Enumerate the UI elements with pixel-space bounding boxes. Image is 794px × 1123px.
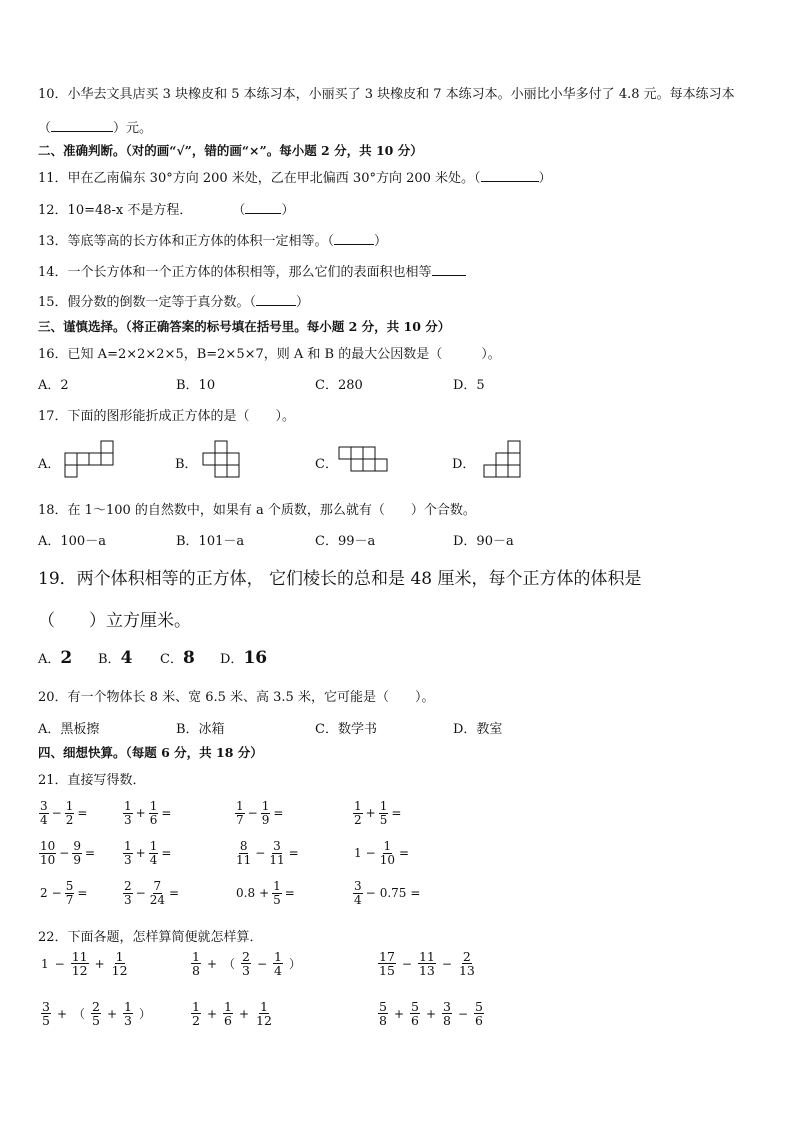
fraction bbox=[235, 800, 245, 826]
q20-option-a[interactable]: A．黑板擦 bbox=[38, 722, 100, 737]
expression-token: = bbox=[273, 806, 284, 821]
q17-option-b-net[interactable] bbox=[202, 440, 246, 480]
expression-token: − bbox=[247, 806, 258, 821]
q14-text: 14．一个长方体和一个正方体的体积相等，那么它们的表面积也相等 bbox=[38, 265, 432, 280]
question-20: 20．有一个物体长 8 米、宽 6.5 米、高 3.5 米，它可能是（ ）。 bbox=[38, 690, 435, 705]
numerator: 1 bbox=[379, 799, 388, 813]
question-13 bbox=[38, 230, 387, 249]
expression-token: = bbox=[288, 846, 299, 861]
numerator: 7 bbox=[153, 879, 162, 893]
expression-token: − bbox=[54, 956, 65, 971]
q12-text: 12．10=48-x 不是方程． bbox=[38, 203, 193, 218]
denominator: 10 bbox=[379, 852, 395, 867]
expression-token: − bbox=[441, 956, 452, 971]
q19-option-b-label: B． bbox=[98, 652, 121, 667]
q19-option-b[interactable] bbox=[98, 648, 132, 668]
numerator: 3 bbox=[443, 999, 451, 1014]
question-17: 17．下面的图形能折成正方体的是（ ）。 bbox=[38, 409, 296, 424]
fraction bbox=[458, 950, 476, 977]
numerator: 2 bbox=[92, 999, 100, 1014]
denominator: 2 bbox=[192, 1013, 200, 1029]
expression-token: 0.8 bbox=[236, 886, 256, 901]
numerator: 11 bbox=[418, 949, 435, 964]
fraction bbox=[379, 800, 389, 826]
fraction bbox=[418, 950, 436, 977]
q13-end: ） bbox=[374, 234, 388, 249]
denominator: 4 bbox=[274, 963, 282, 979]
q17-option-d-net[interactable] bbox=[483, 440, 525, 482]
denominator: 7 bbox=[236, 812, 244, 827]
fraction bbox=[41, 1000, 51, 1027]
expression-token: + bbox=[56, 1006, 68, 1021]
numerator: 1 bbox=[115, 949, 124, 964]
denominator: 9 bbox=[261, 812, 270, 827]
numerator: 1 bbox=[124, 999, 132, 1014]
denominator: 6 bbox=[149, 812, 158, 827]
q17-option-d-label[interactable]: D． bbox=[452, 457, 476, 472]
q17-option-a-net[interactable] bbox=[64, 440, 118, 480]
fraction bbox=[39, 840, 56, 866]
fraction bbox=[378, 950, 396, 977]
q19-option-a-value: 2 bbox=[60, 648, 73, 668]
numerator: 1 bbox=[124, 799, 132, 813]
numerator: 1 bbox=[192, 999, 200, 1014]
fraction bbox=[379, 840, 396, 866]
expression-token: ） bbox=[289, 957, 302, 972]
expression-token: − bbox=[135, 886, 146, 901]
expression-token: − bbox=[59, 846, 70, 861]
q21-expression bbox=[122, 880, 181, 906]
numerator: 10 bbox=[40, 839, 56, 853]
expression-token: ） bbox=[139, 1007, 152, 1022]
q19-option-b-value: 4 bbox=[120, 648, 133, 668]
fraction bbox=[65, 800, 75, 826]
fraction bbox=[241, 950, 251, 977]
numerator: 1 bbox=[192, 949, 200, 964]
denominator: 4 bbox=[149, 852, 158, 867]
q16-option-a[interactable]: A．2 bbox=[38, 378, 69, 393]
numerator: 5 bbox=[379, 999, 387, 1014]
expression-token: + bbox=[135, 846, 146, 861]
fraction bbox=[474, 1000, 484, 1027]
q19-option-d-value: 16 bbox=[243, 648, 268, 668]
q20-option-d[interactable]: D．教室 bbox=[453, 722, 503, 737]
denominator: 8 bbox=[192, 963, 200, 979]
fraction bbox=[123, 840, 133, 866]
expression-token: − bbox=[401, 956, 412, 971]
q16-option-d[interactable]: D．5 bbox=[453, 378, 485, 393]
fraction bbox=[149, 880, 166, 906]
expression-token: （ bbox=[73, 1007, 86, 1022]
q13-text: 13．等底等高的长方体和正方体的体积一定相等。（ bbox=[38, 234, 335, 249]
q12-end: ） bbox=[281, 203, 295, 218]
q19-option-d[interactable] bbox=[220, 648, 267, 668]
question-16: 16．已知 A=2×2×2×5，B=2×5×7，则 A 和 B 的最大公因数是（ ）。 bbox=[38, 347, 501, 362]
numerator: 1 bbox=[124, 839, 132, 853]
denominator: 11 bbox=[236, 852, 252, 867]
numerator: 5 bbox=[475, 999, 483, 1014]
q21-expression bbox=[122, 840, 173, 866]
denominator: 3 bbox=[124, 892, 132, 907]
q22-expression bbox=[38, 1000, 154, 1027]
q11-answer-blank[interactable] bbox=[481, 170, 539, 182]
fraction bbox=[72, 840, 82, 866]
fraction bbox=[268, 840, 285, 866]
numerator: 9 bbox=[73, 839, 81, 853]
numerator: 3 bbox=[40, 799, 48, 813]
q11-end: ） bbox=[538, 171, 552, 186]
q17-option-c-net[interactable] bbox=[338, 446, 392, 474]
fraction bbox=[255, 1000, 273, 1027]
fraction bbox=[149, 840, 159, 866]
expression-token: + bbox=[135, 806, 146, 821]
q19-option-c-value: 8 bbox=[182, 648, 195, 668]
q21-expression bbox=[38, 880, 89, 906]
denominator: 13 bbox=[458, 963, 475, 979]
expression-token: − bbox=[256, 956, 268, 971]
expression-token: = bbox=[77, 806, 88, 821]
question-19-line2: （ ）立方厘米。 bbox=[38, 611, 191, 631]
expression-token: = bbox=[161, 846, 172, 861]
expression-token: = bbox=[84, 846, 96, 861]
q17-option-a-label[interactable]: A． bbox=[38, 457, 61, 472]
expression-token: + bbox=[365, 806, 376, 821]
expression-token: = bbox=[168, 886, 180, 901]
expression-token: = bbox=[77, 886, 88, 901]
question-15 bbox=[38, 291, 309, 310]
denominator: 11 bbox=[269, 852, 285, 867]
fraction bbox=[353, 880, 363, 906]
q22-expression bbox=[375, 1000, 487, 1027]
fraction bbox=[223, 1000, 233, 1027]
denominator: 8 bbox=[443, 1013, 451, 1029]
denominator: 9 bbox=[73, 852, 81, 867]
q21-expression bbox=[38, 800, 89, 826]
q19-option-c-label: C． bbox=[160, 652, 183, 667]
numerator: 1 bbox=[65, 799, 74, 813]
expression-token: − bbox=[255, 846, 266, 861]
numerator: 5 bbox=[411, 999, 419, 1014]
q19-option-d-label: D． bbox=[220, 652, 244, 667]
q19-option-a[interactable] bbox=[38, 648, 72, 668]
q21-expression bbox=[352, 880, 422, 906]
denominator: 12 bbox=[111, 963, 128, 979]
numerator: 1 bbox=[261, 799, 270, 813]
q22-expression bbox=[375, 950, 479, 977]
fraction bbox=[191, 1000, 201, 1027]
expression-token: + bbox=[106, 1006, 118, 1021]
numerator: 8 bbox=[239, 839, 248, 853]
expression-token: − bbox=[457, 1006, 469, 1021]
q13-answer-blank[interactable] bbox=[334, 233, 374, 245]
expression-token: = bbox=[398, 846, 410, 861]
denominator: 5 bbox=[92, 1013, 100, 1029]
denominator: 3 bbox=[124, 1013, 132, 1029]
denominator: 6 bbox=[475, 1013, 483, 1029]
question-10-line2 bbox=[38, 117, 152, 136]
q18-option-c[interactable]: C．99－a bbox=[315, 534, 376, 549]
expression-token: 1 bbox=[354, 846, 362, 861]
section-3-heading: 三、谨慎选择。（将正确答案的标号填在括号里。每小题 2 分，共 10 分） bbox=[38, 319, 451, 334]
q19-option-a-label: A． bbox=[38, 652, 61, 667]
denominator: 8 bbox=[379, 1013, 387, 1029]
q11-text: 11．甲在乙南偏东 30°方向 200 米处，乙在甲北偏西 30°方向 200 米处。（ bbox=[38, 171, 481, 186]
expression-token: 0.75 bbox=[379, 886, 407, 901]
question-22: 22．下面各题，怎样算简便就怎样算． bbox=[38, 930, 263, 945]
q21-expression bbox=[122, 800, 173, 826]
denominator: 6 bbox=[411, 1013, 419, 1029]
denominator: 2 bbox=[354, 812, 362, 827]
q10-answer-blank[interactable] bbox=[51, 120, 113, 132]
numerator: 1 bbox=[274, 949, 282, 964]
expression-token: + bbox=[425, 1006, 437, 1021]
expression-token: + bbox=[206, 1006, 218, 1021]
fraction bbox=[39, 800, 49, 826]
denominator: 3 bbox=[242, 963, 250, 979]
q19-option-c[interactable] bbox=[160, 648, 195, 668]
denominator: 3 bbox=[124, 812, 132, 827]
denominator: 5 bbox=[42, 1013, 50, 1029]
denominator: 5 bbox=[273, 892, 281, 907]
q16-option-b[interactable]: B．10 bbox=[176, 378, 216, 393]
q21-expression bbox=[352, 840, 411, 866]
numerator: 3 bbox=[354, 879, 362, 893]
q12-answer-blank[interactable] bbox=[245, 202, 281, 214]
expression-token: 1 bbox=[41, 956, 49, 971]
q17-option-c-label[interactable]: C． bbox=[315, 457, 338, 472]
q18-option-d[interactable]: D．90－a bbox=[453, 534, 514, 549]
expression-token: + bbox=[259, 886, 270, 901]
fraction bbox=[149, 800, 159, 826]
question-14 bbox=[38, 261, 466, 280]
denominator: 13 bbox=[418, 963, 435, 979]
expression-token: − bbox=[51, 806, 62, 821]
q18-option-b[interactable]: B．101－a bbox=[176, 534, 245, 549]
fraction bbox=[65, 880, 75, 906]
denominator: 7 bbox=[65, 892, 74, 907]
denominator: 5 bbox=[379, 812, 388, 827]
numerator: 1 bbox=[354, 799, 362, 813]
numerator: 2 bbox=[242, 949, 250, 964]
q21-expression bbox=[352, 800, 403, 826]
expression-token: + bbox=[393, 1006, 405, 1021]
fraction bbox=[123, 880, 133, 906]
q18-option-a[interactable]: A．100－a bbox=[38, 534, 106, 549]
fraction bbox=[111, 950, 129, 977]
section-4-heading: 四、细想快算。（每题 6 分，共 18 分） bbox=[38, 745, 263, 760]
numerator: 3 bbox=[42, 999, 50, 1014]
q14-answer-blank[interactable] bbox=[432, 264, 466, 276]
fraction bbox=[442, 1000, 452, 1027]
fraction bbox=[191, 950, 201, 977]
fraction bbox=[410, 1000, 420, 1027]
denominator: 4 bbox=[354, 892, 362, 907]
denominator: 15 bbox=[379, 963, 395, 979]
fraction bbox=[123, 1000, 133, 1027]
denominator: 10 bbox=[40, 852, 56, 867]
question-18: 18．在 1～100 的自然数中，如果有 a 个质数，那么就有（ ）个合数。 bbox=[38, 503, 476, 518]
numerator: 1 bbox=[149, 839, 158, 853]
expression-token: − bbox=[365, 846, 376, 861]
q21-expression bbox=[38, 840, 97, 866]
expression-token: + bbox=[238, 1006, 250, 1021]
q15-text: 15．假分数的倒数一定等于真分数。（ bbox=[38, 295, 257, 310]
expression-token: （ bbox=[223, 957, 236, 972]
q21-expression bbox=[234, 880, 297, 906]
q20-option-b[interactable]: B．冰箱 bbox=[176, 722, 225, 737]
expression-token: + bbox=[94, 956, 105, 971]
numerator: 1 bbox=[260, 999, 268, 1014]
question-21: 21．直接写得数． bbox=[38, 773, 146, 788]
expression-token: = bbox=[410, 886, 421, 901]
q17-option-b-label[interactable]: B． bbox=[175, 457, 198, 472]
q12-paren-open: （ bbox=[232, 203, 246, 218]
expression-token: + bbox=[206, 956, 218, 971]
numerator: 3 bbox=[273, 839, 281, 853]
q22-expression bbox=[188, 1000, 276, 1027]
numerator: 1 bbox=[273, 879, 281, 893]
expression-token: = bbox=[391, 806, 402, 821]
denominator: 12 bbox=[71, 963, 88, 979]
q10-paren-close: ）元。 bbox=[113, 121, 153, 136]
q21-expression bbox=[234, 840, 301, 866]
fraction bbox=[261, 800, 271, 826]
numerator: 1 bbox=[383, 839, 392, 853]
q22-expression bbox=[38, 950, 132, 977]
q21-expression bbox=[234, 800, 285, 826]
question-11 bbox=[38, 167, 552, 186]
numerator: 5 bbox=[65, 879, 74, 893]
numerator: 2 bbox=[462, 949, 471, 964]
denominator: 3 bbox=[124, 852, 132, 867]
expression-token: = bbox=[161, 806, 172, 821]
q16-option-c[interactable]: C．280 bbox=[315, 378, 363, 393]
fraction bbox=[71, 950, 89, 977]
numerator: 2 bbox=[124, 879, 132, 893]
fraction bbox=[91, 1000, 101, 1027]
expression-token: = bbox=[284, 886, 295, 901]
question-19-line1: 19．两个体积相等的正方体， 它们棱长的总和是 48 厘米，每个正方体的体积是 bbox=[38, 569, 642, 589]
expression-token: − bbox=[365, 886, 376, 901]
denominator: 2 bbox=[65, 812, 74, 827]
fraction bbox=[273, 950, 283, 977]
q15-end: ） bbox=[296, 295, 310, 310]
fraction bbox=[272, 880, 282, 906]
expression-token: 2 bbox=[40, 886, 48, 901]
fraction bbox=[123, 800, 133, 826]
denominator: 24 bbox=[149, 892, 165, 907]
q15-answer-blank[interactable] bbox=[256, 294, 296, 306]
numerator: 1 bbox=[149, 799, 158, 813]
numerator: 11 bbox=[71, 949, 88, 964]
q20-option-c[interactable]: C．数学书 bbox=[315, 722, 377, 737]
numerator: 1 bbox=[236, 799, 244, 813]
denominator: 4 bbox=[40, 812, 48, 827]
denominator: 6 bbox=[224, 1013, 232, 1029]
q22-expression bbox=[188, 950, 304, 977]
q10-paren-open: （ bbox=[38, 121, 52, 136]
question-10-line1: 10．小华去文具店买 3 块橡皮和 5 本练习本，小丽买了 3 块橡皮和 7 本练习本。小丽比小华多付了 4.8 元。每本练习本 bbox=[38, 87, 735, 102]
section-2-heading: 二、准确判断。（对的画“√”，错的画“×”。每小题 2 分，共 10 分） bbox=[38, 143, 423, 158]
denominator: 12 bbox=[256, 1013, 272, 1029]
fraction bbox=[235, 840, 252, 866]
fraction bbox=[378, 1000, 388, 1027]
question-12 bbox=[38, 199, 294, 218]
expression-token: − bbox=[51, 886, 62, 901]
numerator: 1 bbox=[224, 999, 232, 1014]
numerator: 17 bbox=[379, 949, 395, 964]
fraction bbox=[353, 800, 363, 826]
